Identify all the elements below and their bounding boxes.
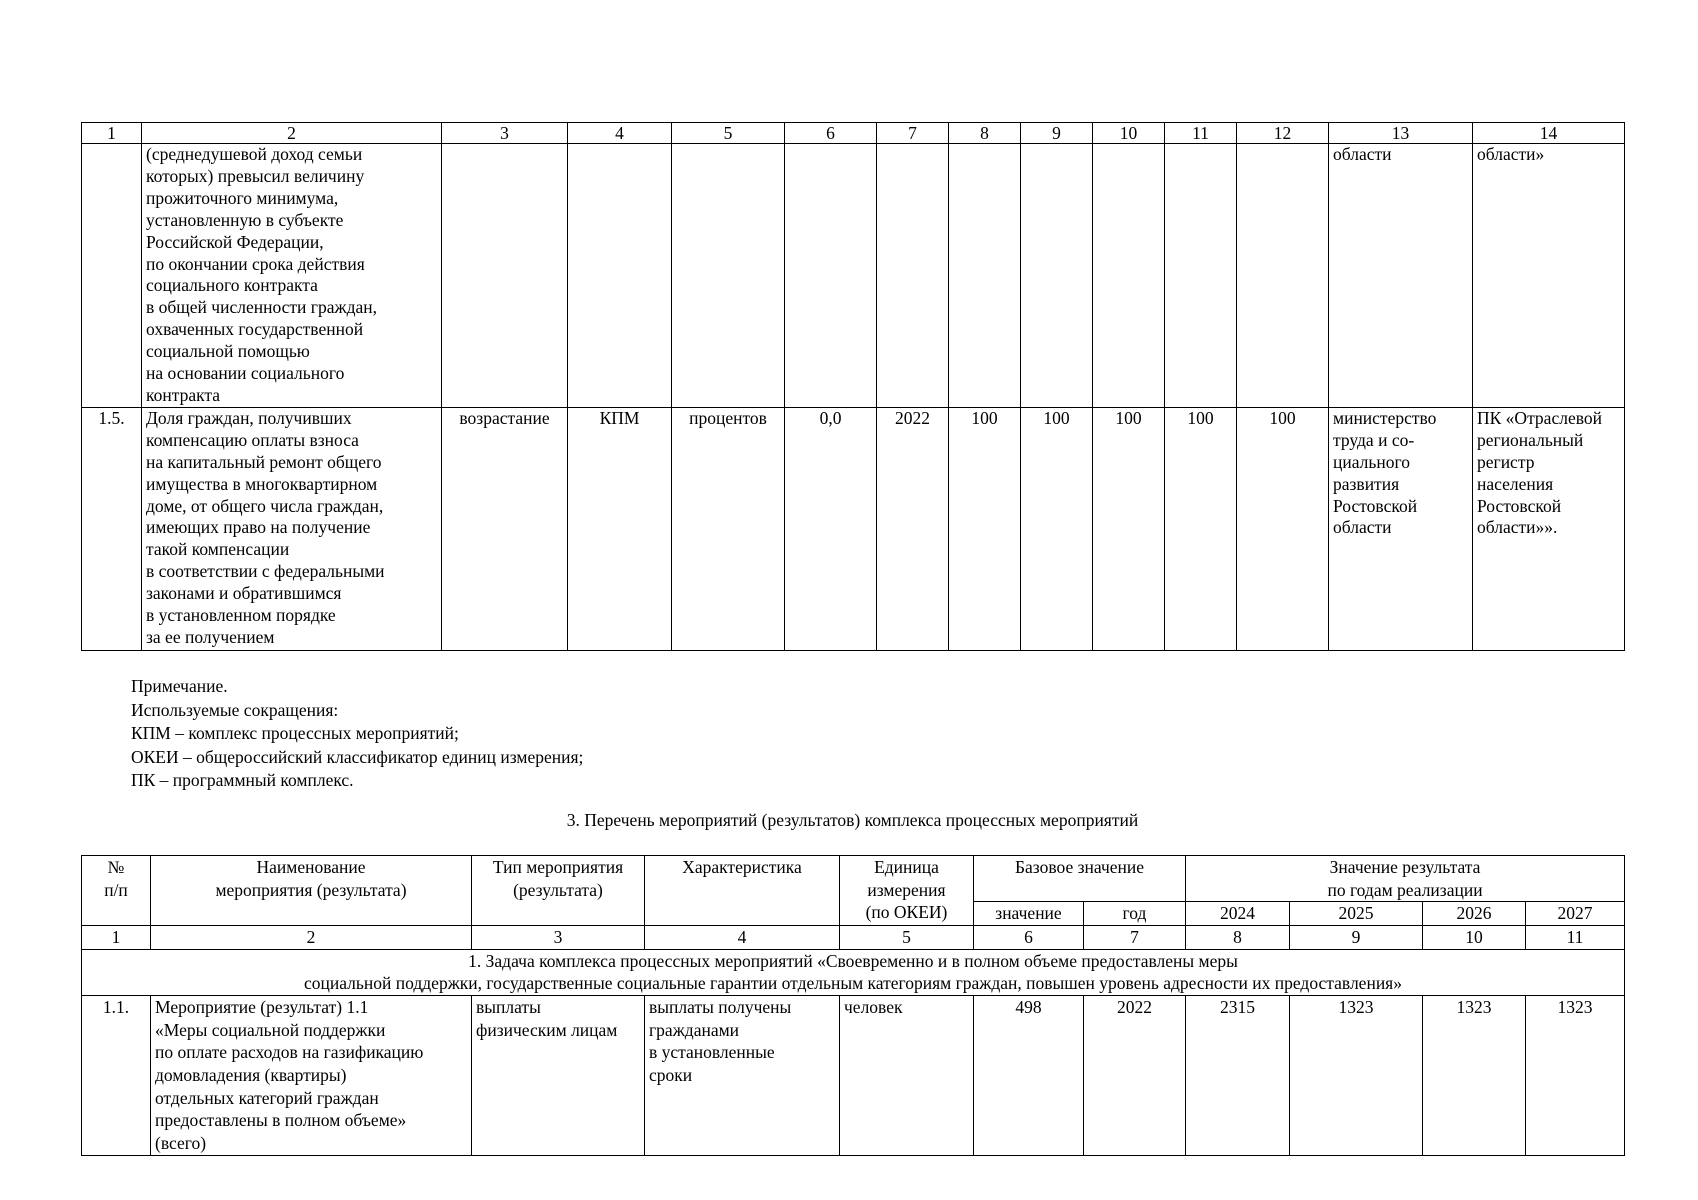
col-number: 1 [82,926,151,950]
col-number: 11 [1526,926,1625,950]
table-row-1-5 [82,407,1625,650]
year-value: 100 [1165,407,1237,650]
row-number: 1.1. [82,995,151,1155]
col-number: 5 [840,926,974,950]
col-number: 9 [1290,926,1423,950]
col-number: 6 [974,926,1084,950]
cell-empty [442,144,568,408]
header-unit: Единица измерения (по ОКЕИ) [840,856,974,926]
col-number: 10 [1093,123,1165,144]
column-numbers-row [82,926,1625,950]
col-number: 8 [1186,926,1290,950]
cell-empty [1165,144,1237,408]
year-value: 1323 [1423,995,1526,1155]
cell-empty [672,144,785,408]
col-number: 6 [785,123,877,144]
indicator-name: (среднедушевой доход семьи которых) превысил величину прожиточного минимума, установленную в субъекте Российской Федерации, по окончании срока действия социального контракта в общей численности граждан, охваченных государственной социальной помощью на основании социального контракта [142,144,442,408]
cell-empty [877,144,949,408]
header-year: 2024 [1186,902,1290,926]
task-title: 1. Задача комплекса процессных мероприятий «Своевременно и в полном объеме предоставлены меры социальной поддержки, государственные социальные гарантии отдельным категориям граждан, повышен уровень адресности их предоставления» [82,949,1625,995]
note-intro: Используемые сокращения: [131,699,339,720]
cell-empty [785,144,877,408]
cell-empty [1237,144,1329,408]
col-number: 11 [1165,123,1237,144]
section-title: 3. Перечень мероприятий (результатов) комплекса процессных мероприятий [566,810,1139,830]
col-number: 1 [82,123,142,144]
base-value: 0,0 [785,407,877,650]
header-base-value: значение [974,902,1084,926]
col-number: 13 [1329,123,1473,144]
cell-empty [949,144,1021,408]
col-number: 14 [1473,123,1625,144]
year-value: 100 [1093,407,1165,650]
indicator-trend: возрастание [442,407,568,650]
row-number: 1.5. [82,407,142,650]
col-number: 12 [1237,123,1329,144]
cell-empty [1021,144,1093,408]
responsible-party: области [1329,144,1473,408]
year-value: 100 [1237,407,1329,650]
header-characteristic: Характеристика [645,856,840,926]
indicator-level: КПМ [568,407,672,650]
cell-empty [1093,144,1165,408]
responsible-party: министерство труда и со- циального развития Ростовской области [1329,407,1473,650]
activity-unit: человек [840,995,974,1155]
row-number [82,144,142,408]
col-number: 3 [442,123,568,144]
year-value: 2315 [1186,995,1290,1155]
col-number: 7 [877,123,949,144]
activity-type: выплаты физическим лицам [472,995,645,1155]
indicators-table [81,122,1625,651]
abbreviation-item: КПМ – комплекс процессных мероприятий; [131,723,459,743]
year-value: 100 [949,407,1021,650]
header-base: Базовое значение [974,856,1186,902]
activity-name: Мероприятие (результат) 1.1 «Меры социальной поддержки по оплате расходов на газификацию домовладения (квартиры) отдельных категорий граждан предоставлены в полном объеме» (всего) [151,995,472,1155]
cell-empty [568,144,672,408]
activities-table [81,855,1625,1156]
col-number: 7 [1084,926,1186,950]
header-year: 2026 [1423,902,1526,926]
year-value: 1323 [1290,995,1423,1155]
col-number: 2 [142,123,442,144]
header-type: Тип мероприятия (результата) [472,856,645,926]
col-number: 4 [645,926,840,950]
task-row [82,949,1625,995]
col-number: 2 [151,926,472,950]
header-base-year: год [1084,902,1186,926]
base-year: 2022 [877,407,949,650]
activity-characteristic: выплаты получены гражданами в установленные сроки [645,995,840,1155]
col-number: 10 [1423,926,1526,950]
header-name: Наименование мероприятия (результата) [151,856,472,926]
col-number: 3 [472,926,645,950]
year-value: 100 [1021,407,1093,650]
info-system: ПК «Отраслевой региональный регистр населения Ростовской области»». [1473,407,1625,650]
abbreviation-item: ОКЕИ – общероссийский классификатор единиц измерения; [131,746,584,767]
header-result: Значение результата по годам реализации [1186,856,1625,902]
col-number: 9 [1021,123,1093,144]
note-block [131,675,583,793]
abbreviation-item: ПК – программный комплекс. [131,770,354,790]
header-year: 2025 [1290,902,1423,926]
indicator-unit: процентов [672,407,785,650]
year-value: 1323 [1526,995,1625,1155]
col-number: 4 [568,123,672,144]
table-row-continuation [82,144,1625,408]
base-value: 498 [974,995,1084,1155]
header-year: 2027 [1526,902,1625,926]
column-numbers-row [82,123,1625,144]
header-num: № п/п [82,856,151,926]
table-row-1-1 [82,995,1625,1155]
col-number: 8 [949,123,1021,144]
indicator-name: Доля граждан, получивших компенсацию оплаты взноса на капитальный ремонт общего имущества в многоквартирном доме, от общего числа граждан, имеющих право на получение такой компенсации в соответствии с федеральными законами и обратившимся в установленном порядке за ее получением [142,407,442,650]
info-system: области» [1473,144,1625,408]
note-title: Примечание. [131,676,228,696]
base-year: 2022 [1084,995,1186,1155]
header-row-1 [82,856,1625,902]
col-number: 5 [672,123,785,144]
